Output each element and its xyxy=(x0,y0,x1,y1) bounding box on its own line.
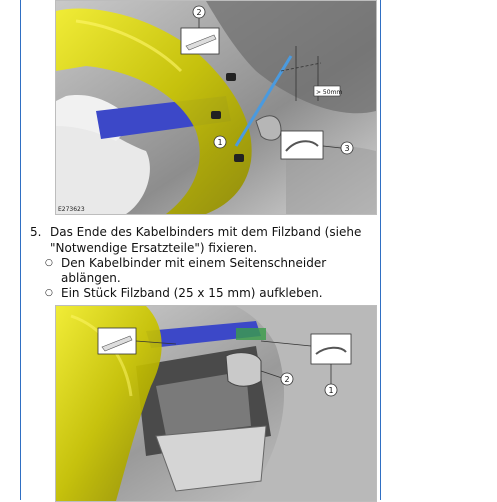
vent-housing xyxy=(156,426,266,491)
step-text xyxy=(50,224,380,256)
right-margin-rule xyxy=(380,0,381,500)
sub-step-1-line-2: ablängen. xyxy=(61,271,121,285)
callout-3: 3 xyxy=(344,144,350,153)
bracket xyxy=(226,353,261,387)
left-margin-rule xyxy=(20,0,21,500)
sub-step-1-text xyxy=(61,256,361,286)
sub-step-1-line-1: Den Kabelbinder mit einem Seitenschneider xyxy=(61,256,327,270)
figure-1-svg xyxy=(56,1,376,214)
figure-2-svg xyxy=(56,306,376,501)
figure-code: E273623 xyxy=(58,206,85,213)
figure-2-illustration xyxy=(55,305,377,502)
callout-2: 2 xyxy=(284,375,290,384)
callout-1: 1 xyxy=(217,138,223,147)
bullet-icon: ○ xyxy=(45,258,53,268)
callout-1: 1 xyxy=(328,386,334,395)
sub-step-2-text: Ein Stück Filzband (25 x 15 mm) aufkleben. xyxy=(61,286,323,300)
callout-2: 2 xyxy=(196,8,202,17)
step-text-line-1: Das Ende des Kabelbinders mit dem Filzband (siehe xyxy=(50,225,362,239)
figure-1-illustration xyxy=(55,0,377,215)
measure-label: > 50mm xyxy=(316,89,343,96)
step-number: 5. xyxy=(30,225,42,239)
step-text-line-2: "Notwendige Ersatzteile") fixieren. xyxy=(50,241,258,255)
detail-box-1 xyxy=(311,334,351,364)
felt-tape xyxy=(236,328,266,340)
bullet-icon: ○ xyxy=(45,288,53,298)
